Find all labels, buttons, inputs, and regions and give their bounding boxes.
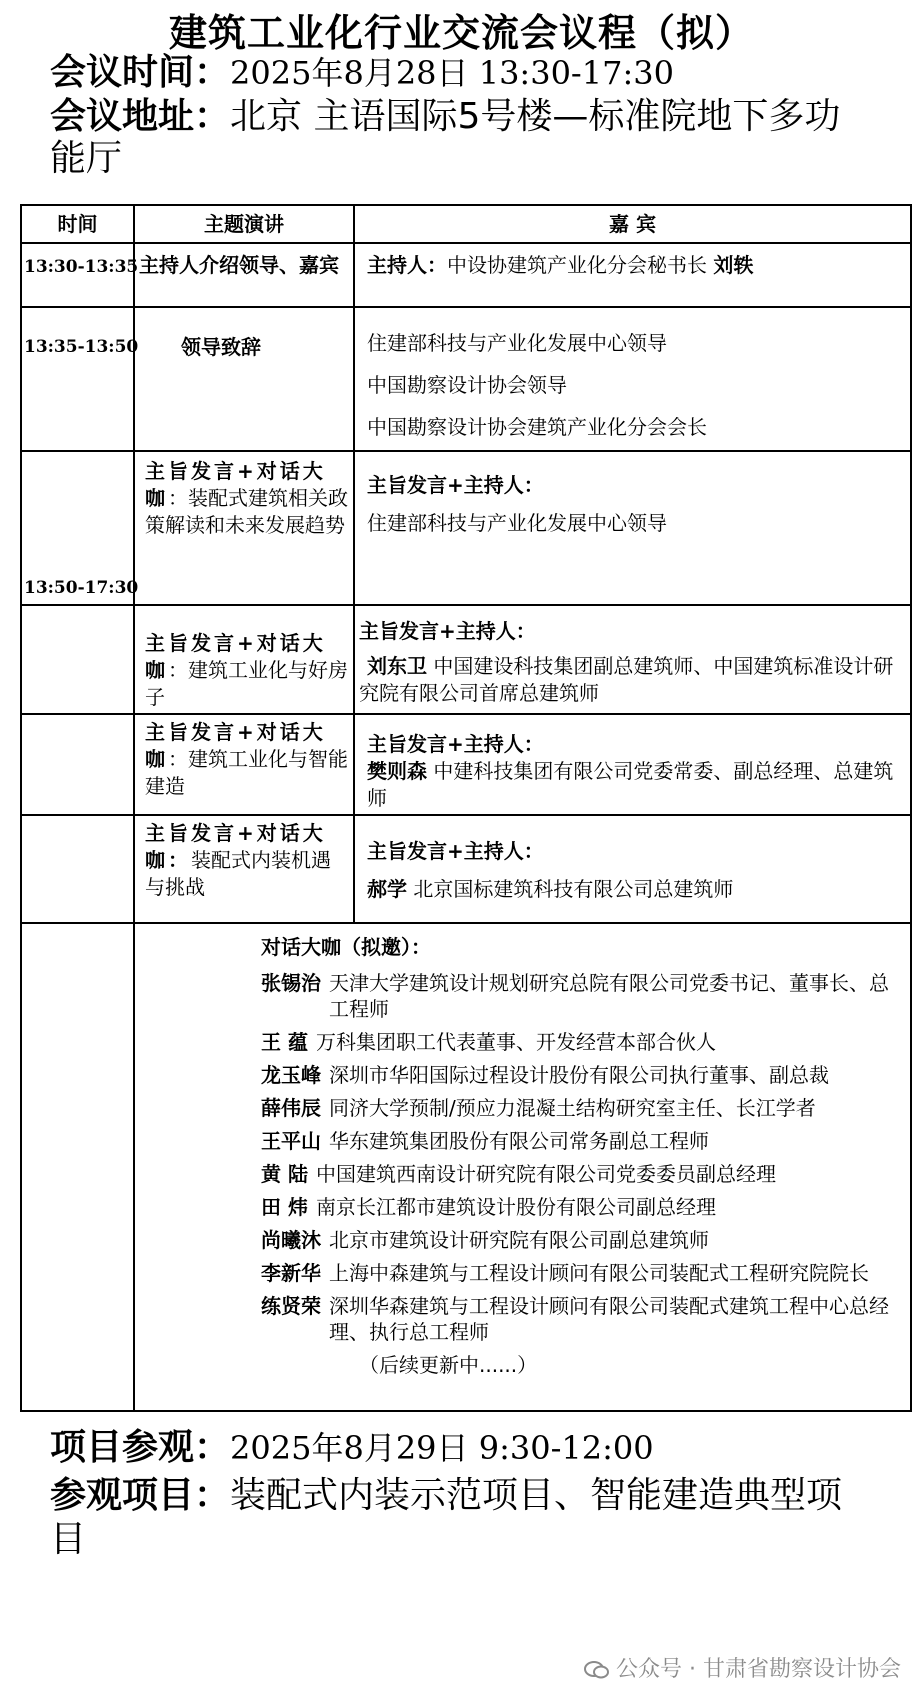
row-topic: 领导致辞	[134, 307, 354, 451]
watermark-text: 公众号 · 甘肃省勘察设计协会	[616, 1657, 901, 1682]
topic-rest: ：建筑工业化与好房子	[145, 658, 348, 709]
guest-text: 中建科技集团有限公司党委常委、副总经理、总建筑师	[367, 759, 894, 810]
visit-time-value: 2025年8月29日 9:30-12:00	[230, 1429, 654, 1467]
guest-text: 北京国标建筑科技有限公司总建筑师	[407, 877, 734, 901]
row-time-empty	[21, 714, 134, 815]
guest-list-item	[261, 1194, 900, 1220]
guest-name: 李新华	[261, 1261, 321, 1285]
guest-name: 练贤荣	[261, 1294, 321, 1318]
row-guest	[354, 714, 911, 815]
guest-desc: 北京市建筑设计研究院有限公司副总建筑师	[329, 1228, 709, 1252]
visit-projects	[50, 1474, 870, 1562]
guest-list-item	[261, 1062, 900, 1088]
row-time-empty	[21, 815, 134, 923]
guest-text: 中国建设科技集团副总建筑师、中国建筑标准设计研究院有限公司首席总建筑师	[359, 654, 894, 705]
table-row	[21, 923, 911, 1411]
table-header-row	[21, 205, 911, 243]
guest-list-item	[261, 1029, 900, 1055]
guest-name: 郝学	[367, 877, 407, 901]
guest-list-item	[261, 1260, 900, 1286]
meeting-time-value: 2025年8月28日 13:30-17:30	[230, 54, 674, 92]
row-guest	[354, 307, 911, 451]
row-time: 13:50-17:30	[21, 451, 134, 605]
watermark	[584, 1652, 901, 1683]
guest-line: 中国勘察设计协会建筑产业化分会会长	[367, 415, 707, 439]
guest-list-item	[261, 1227, 900, 1253]
guest-list-item	[261, 1293, 900, 1345]
guest-desc: 万科集团职工代表董事、开发经营本部合伙人	[315, 1030, 716, 1054]
guest-name: 刘轶	[713, 253, 754, 277]
guest-name: 田 炜	[261, 1195, 308, 1219]
row-topic	[134, 815, 354, 923]
row-time: 13:35-13:50	[21, 307, 134, 451]
guest-desc: 深圳华森建筑与工程设计顾问有限公司装配式建筑工程中心总经理、执行总工程师	[329, 1294, 889, 1344]
topic-rest: ：建筑工业化与智能建造	[145, 747, 348, 798]
meeting-address-label: 会议地址：	[50, 96, 231, 137]
header-guest: 嘉 宾	[354, 205, 911, 243]
topic-bold: 主旨发言+对话大咖：	[145, 821, 326, 872]
guest-label: 主旨发言+主持人：	[359, 619, 536, 643]
guest-desc: 天津大学建筑设计规划研究总院有限公司党委书记、董事长、总工程师	[329, 971, 889, 1021]
header-time: 时间	[21, 205, 134, 243]
guest-name: 王平山	[261, 1129, 321, 1153]
guest-list-item	[261, 1095, 900, 1121]
guest-line: 住建部科技与产业化发展中心领导	[367, 331, 667, 355]
guest-desc: 同济大学预制/预应力混凝土结构研究室主任、长江学者	[329, 1096, 816, 1120]
meeting-time-label: 会议时间：	[50, 52, 231, 93]
guest-label: 主旨发言+主持人：	[367, 839, 544, 863]
dialogue-cell	[134, 923, 911, 1411]
row-topic	[134, 451, 354, 605]
visit-time-label: 项目参观：	[50, 1427, 231, 1468]
guest-desc: 南京长江都市建筑设计股份有限公司副总经理	[315, 1195, 716, 1219]
guest-name: 张锡治	[261, 971, 321, 995]
row-guest	[354, 605, 911, 714]
page-title: 建筑工业化行业交流会议程（拟）	[168, 11, 754, 55]
agenda-table	[20, 204, 912, 1412]
wechat-icon	[584, 1660, 610, 1680]
row-guest	[354, 815, 911, 923]
topic-bold: 主旨发言+对话大咖	[145, 631, 326, 682]
guest-text: 住建部科技与产业化发展中心领导	[367, 511, 667, 535]
guest-list-item	[261, 1161, 900, 1187]
guest-text: 中设协建筑产业化分会秘书长	[447, 253, 714, 277]
guest-name: 樊则森	[367, 759, 427, 783]
row-guest	[354, 451, 911, 605]
row-time-empty	[21, 605, 134, 714]
meeting-address-value: 北京 主语国际5号楼—标准院地下多功能厅	[50, 96, 841, 179]
visit-projects-value: 装配式内装示范项目、智能建造典型项目	[50, 1475, 843, 1560]
guest-name: 刘东卫	[367, 654, 427, 678]
guest-line: 中国勘察设计协会领导	[367, 373, 567, 397]
table-row	[21, 451, 911, 605]
visit-time	[50, 1426, 654, 1470]
dialogue-heading: 对话大咖（拟邀）：	[261, 935, 431, 959]
row-time: 13:30-13:35	[21, 243, 134, 307]
guest-list-item	[261, 1128, 900, 1154]
table-row	[21, 605, 911, 714]
visit-projects-label: 参观项目：	[50, 1475, 231, 1516]
meeting-time	[50, 52, 674, 94]
table-row	[21, 307, 911, 451]
guest-label: 主旨发言+主持人：	[367, 732, 544, 756]
row-topic	[134, 605, 354, 714]
row-time-empty	[21, 923, 134, 1411]
meeting-address	[50, 96, 850, 180]
topic-rest: ：装配式建筑相关政策解读和未来发展趋势	[145, 486, 348, 537]
row-topic: 主持人介绍领导、嘉宾	[134, 243, 354, 307]
guest-name: 王 蕴	[261, 1030, 308, 1054]
guest-desc: 深圳市华阳国际过程设计股份有限公司执行董事、副总裁	[329, 1063, 829, 1087]
topic-rest: 装配式内装机遇与挑战	[145, 848, 331, 899]
guest-label: 主持人：	[367, 253, 447, 277]
guest-label: 主旨发言+主持人：	[367, 473, 544, 497]
guest-name: 薛伟辰	[261, 1096, 321, 1120]
header-topic: 主题演讲	[134, 205, 354, 243]
guest-name: 龙玉峰	[261, 1063, 321, 1087]
row-guest	[354, 243, 911, 307]
guest-desc: 上海中森建筑与工程设计顾问有限公司装配式工程研究院院长	[329, 1261, 869, 1285]
table-row	[21, 714, 911, 815]
row-topic	[134, 714, 354, 815]
table-row	[21, 243, 911, 307]
guest-name: 黄 陆	[261, 1162, 308, 1186]
guest-desc: 华东建筑集团股份有限公司常务副总工程师	[329, 1129, 709, 1153]
guest-name: 尚曦沐	[261, 1228, 321, 1252]
dialogue-more: （后续更新中......）	[359, 1353, 538, 1377]
guest-list-item	[261, 970, 900, 1022]
guest-desc: 中国建筑西南设计研究院有限公司党委委员副总经理	[315, 1162, 776, 1186]
topic-bold: 主旨发言+对话大咖	[145, 720, 326, 771]
dialogue-guest-list	[261, 970, 900, 1345]
topic-bold: 主旨发言+对话大咖	[145, 459, 326, 510]
table-row	[21, 815, 911, 923]
